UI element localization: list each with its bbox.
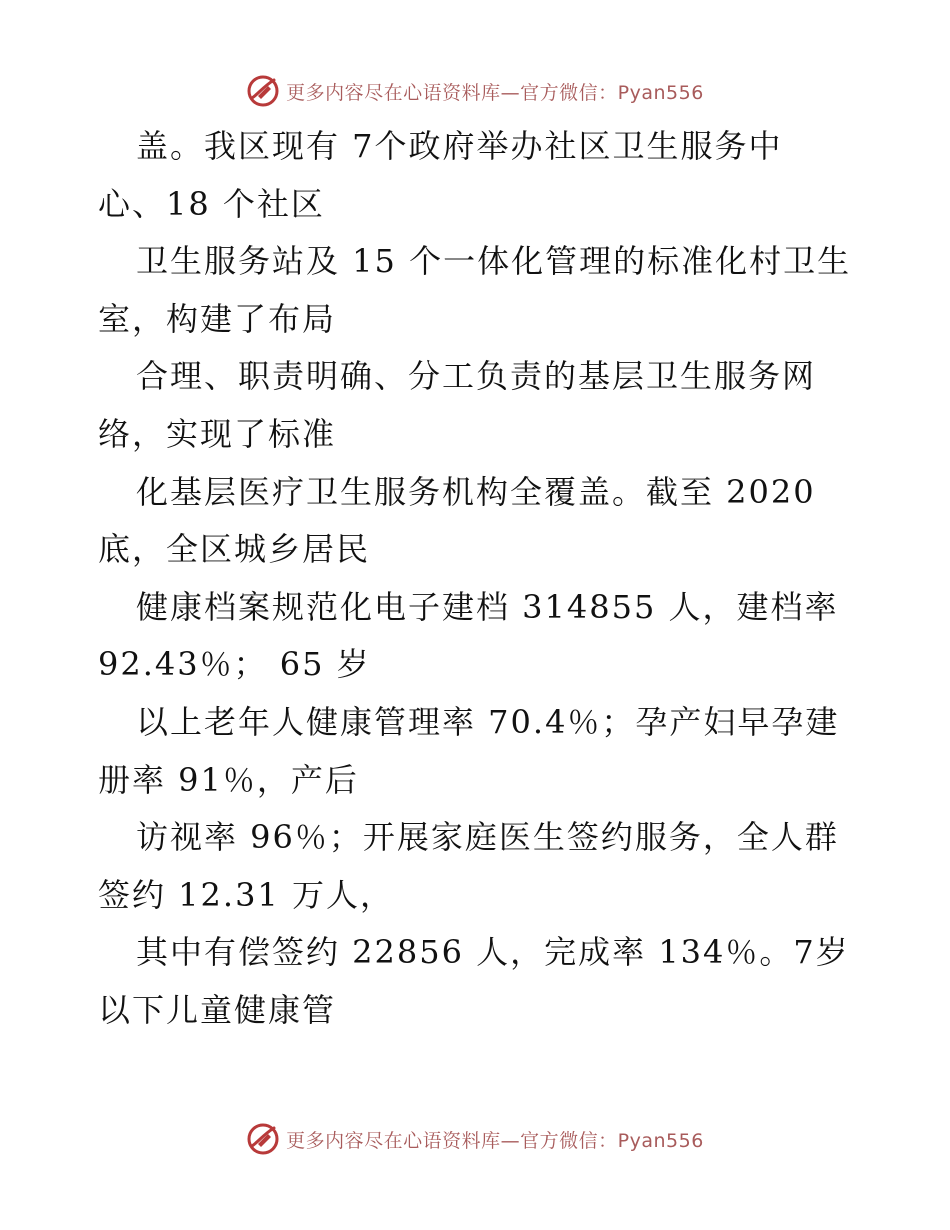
text-line: 其中有偿签约 22856 人，完成率 134％。7岁 — [136, 933, 850, 972]
pen-logo-icon — [246, 1122, 280, 1156]
text-line: 访视率 96％；开展家庭医生签约服务，全人群 — [136, 818, 839, 857]
pen-logo-icon — [246, 74, 280, 108]
text-line: 卫生服务站及 15 个一体化管理的标准化村卫生 — [136, 242, 852, 281]
watermark-text: 更多内容尽在心语资料库—官方微信：Pyan556 — [286, 81, 704, 104]
watermark-text: 更多内容尽在心语资料库—官方微信：Pyan556 — [286, 1129, 704, 1152]
text-line: 92.43％； 65 岁 — [98, 645, 371, 684]
text-line: 册率 91％，产后 — [98, 760, 359, 799]
text-line: 以上老年人健康管理率 70.4％；孕产妇早孕建 — [136, 702, 840, 741]
text-line: 合理、职责明确、分工负责的基层卫生服务网 — [136, 357, 817, 396]
text-line: 心、18 个社区 — [98, 184, 325, 223]
text-line: 底，全区城乡居民 — [98, 530, 371, 569]
text-line: 以下儿童健康管 — [98, 990, 337, 1029]
text-line: 络，实现了标准 — [98, 414, 337, 453]
text-line: 健康档案规范化电子建档 314855 人，建档率 — [136, 587, 839, 626]
text-line: 室，构建了布局 — [98, 299, 337, 338]
footer-watermark — [0, 1119, 950, 1159]
header-watermark — [0, 71, 950, 111]
text-line: 盖。我区现有 7个政府举办社区卫生服务中 — [136, 127, 783, 165]
text-line: 签约 12.31 万人， — [98, 875, 394, 914]
document-body — [98, 118, 898, 1040]
text-line: 化基层医疗卫生服务机构全覆盖。截至 2020 — [136, 472, 816, 511]
